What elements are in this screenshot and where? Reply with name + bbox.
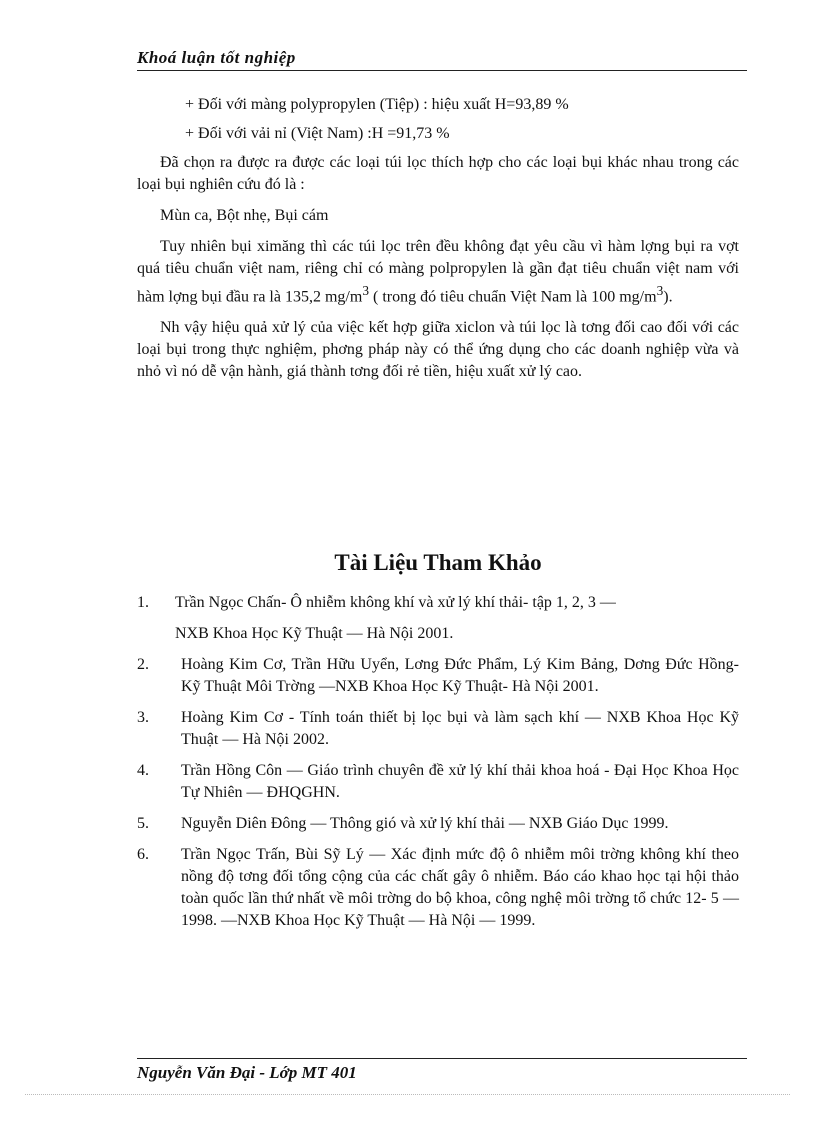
cement-text-a: Tuy nhiên bụi ximăng thì các túi lọc trên đều không đạt yêu cầu vì hàm lợng bụi ra vợt quá tiêu chuẩn việt nam, riêng chỉ có màng polpropylen là gần đạt tiêu chuẩn việt nam với hàm lợng bụi đầu ra là 135,2 mg/m <box>137 238 739 306</box>
footer-rule <box>137 1058 747 1059</box>
reference-list <box>137 592 739 941</box>
reference-item <box>137 844 739 932</box>
result-line-1: + Đối với màng polypropylen (Tiệp) : hiệu xuất H=93,89 % <box>185 96 569 113</box>
reference-text: Trần Hồng Côn — Giáo trình chuyên đề xử lý khí thải khoa hoá - Đại Học Khoa Học Tự Nhiên — ĐHQGHN. <box>181 762 739 801</box>
paragraph-selection: Đã chọn ra được ra được các loại túi lọc thích hợp cho các loại bụi khác nhau trong các loại bụi nghiên cứu đó là : <box>137 154 739 193</box>
reference-text-line1: Trần Ngọc Chấn- Ô nhiễm không khí và xử lý khí thải- tập 1, 2, 3 — <box>175 594 616 611</box>
result-line-2: + Đối với vải nỉ (Việt Nam) :H =91,73 % <box>185 125 450 142</box>
reference-number: 1. <box>137 594 149 611</box>
reference-number: 3. <box>137 709 149 726</box>
reference-text: Hoàng Kim Cơ, Trần Hữu Uyển, Lơng Đức Phẩm, Lý Kim Bảng, Dơng Đức Hồng- Kỹ Thuật Môi Trờng —NXB Khoa Học Kỹ Thuật- Hà Nội 2001. <box>181 656 739 695</box>
reference-number: 5. <box>137 815 149 832</box>
body-text <box>137 94 739 392</box>
reference-item <box>137 654 739 698</box>
superscript-2: 3 <box>656 283 664 298</box>
reference-item <box>137 707 739 751</box>
reference-text: Trần Ngọc Trấn, Bùi Sỹ Lý — Xác định mức độ ô nhiễm môi trờng không khí theo nồng độ tơng đối tổng cộng của các chất gây ô nhiễm. Báo cáo khao học tại hội thảo toàn quốc lần thứ nhất về môi trờng do bộ khoa, công nghệ môi trờng tổ chức 12- 5 —1998. —NXB Khoa Học Kỹ Thuật — Hà Nội — 1999. <box>181 846 739 929</box>
references-title: Tài Liệu Tham Khảo <box>334 550 542 575</box>
superscript-1: 3 <box>362 283 369 298</box>
reference-text: Hoàng Kim Cơ - Tính toán thiết bị lọc bụi và làm sạch khí — NXB Khoa Học Kỹ Thuật — Hà Nội 2002. <box>181 709 739 748</box>
reference-number: 6. <box>137 846 149 863</box>
reference-number: 2. <box>137 656 149 673</box>
paragraph-cement <box>137 236 739 308</box>
page-bottom-dotted-border <box>25 1094 790 1095</box>
footer-author: Nguyễn Văn Đại - Lớp MT 401 <box>137 1063 357 1082</box>
page-header <box>137 47 747 69</box>
reference-number: 4. <box>137 762 149 779</box>
reference-text <box>175 592 739 645</box>
dust-types-line: Mùn ca, Bột nhẹ, Bụi cám <box>160 207 329 224</box>
reference-item <box>137 592 739 645</box>
reference-item <box>137 813 739 835</box>
reference-text: Nguyễn Diên Đông — Thông gió và xử lý khí thải — NXB Giáo Dục 1999. <box>181 815 669 832</box>
header-title: Khoá luận tốt nghiệp <box>137 48 296 67</box>
cement-text-c: ). <box>663 288 673 306</box>
reference-item <box>137 760 739 804</box>
header-rule <box>137 70 747 71</box>
paragraph-conclusion: Nh vậy hiệu quả xử lý của việc kết hợp giữa xiclon và túi lọc là tơng đối cao đối với các loại bụi trong thực nghiệm, phơng pháp này có thể ứng dụng cho các doanh nghiệp vừa và nhỏ vì nó dễ vận hành, giá thành tơng đối rẻ tiền, hiệu xuất xử lý cao. <box>137 319 739 381</box>
cement-text-b: ( trong đó tiêu chuẩn Việt Nam là 100 mg/m <box>368 288 657 306</box>
reference-text-line2: NXB Khoa Học Kỹ Thuật — Hà Nội 2001. <box>175 625 454 642</box>
